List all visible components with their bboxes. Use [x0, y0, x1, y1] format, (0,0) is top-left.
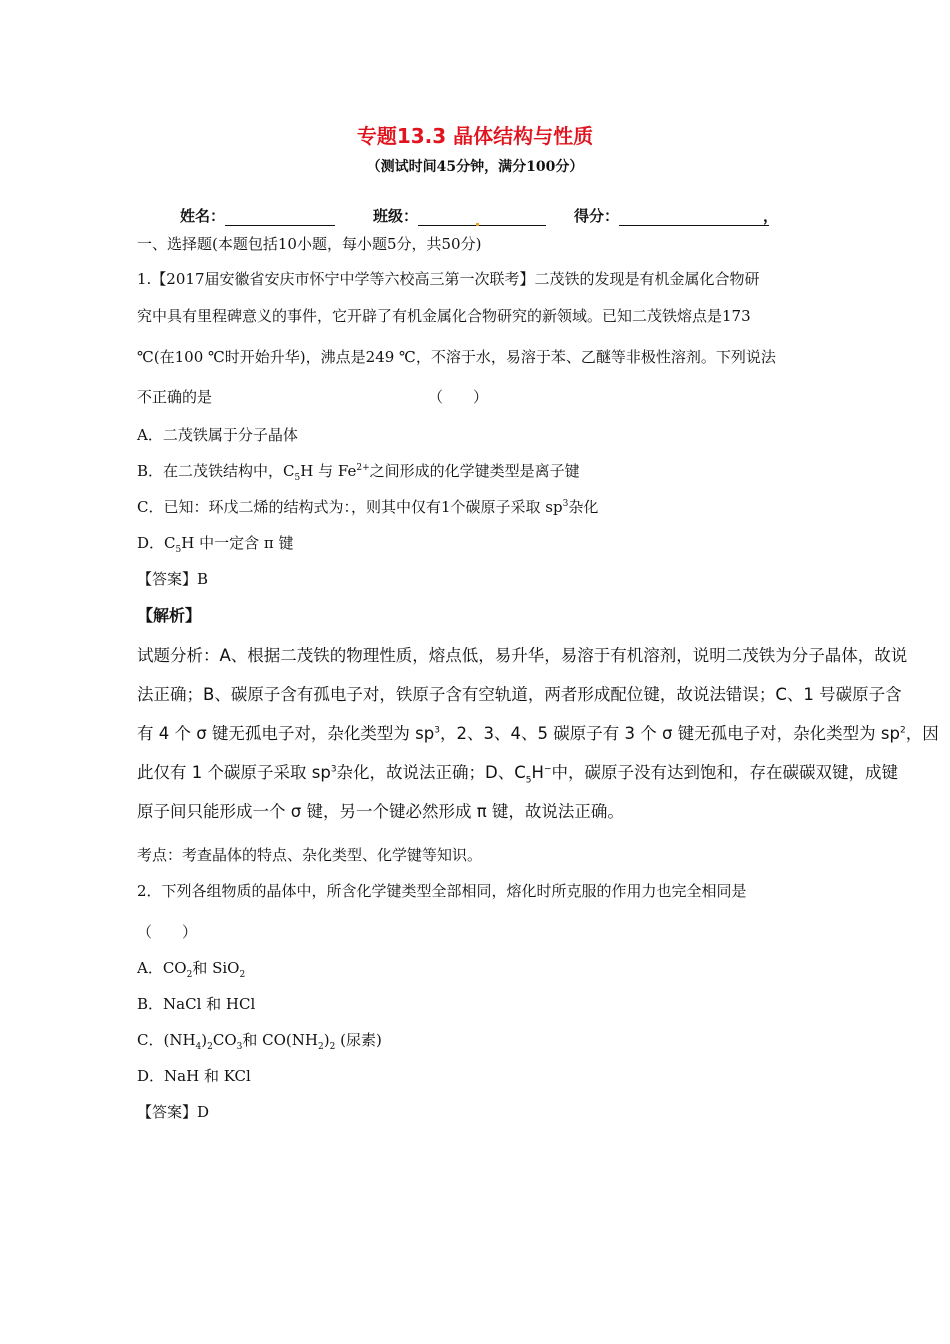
q2-option-d: D．NaH 和 KCl — [137, 1067, 251, 1085]
page-subtitle: （测试时间45分钟，满分100分） — [366, 159, 584, 175]
kaodian-note: 考点：考查晶体的特点、杂化类型、化学键等知识。 — [137, 846, 483, 864]
q1-line-3: ℃(在100 ℃时开始升华)，沸点是249 ℃，不溶于水，易溶于苯、乙醚等非极性溶剂。下列说法 — [137, 348, 776, 366]
q1-answer-bracket: （ ） — [428, 388, 489, 406]
q2-option-b: B．NaCl 和 HCl — [137, 995, 256, 1013]
q2-option-a: A．$CO_2$和 SiO$_2$ — [137, 959, 246, 980]
q1-option-c: C．已知：环戊二烯的结构式为：，则其中仅有1个碳原子采取 $sp^3$杂化 — [137, 498, 599, 516]
explanation-line-3: 有 4 个 σ 键无孤电子对，杂化类型为 $sp^3$，2、3、4、5 碳原子有 3 个 σ 键无孤电子对，杂化类型为 $sp^2$，因 — [137, 724, 939, 743]
student-info-row — [180, 205, 778, 226]
q1-option-a: A．二茂铁属于分子晶体 — [137, 426, 298, 444]
stray-mark — [476, 223, 479, 226]
trailing-comma: ， — [763, 207, 779, 225]
class-field[interactable] — [418, 209, 546, 226]
score-label: 得分： — [574, 207, 620, 225]
q1-analysis-label: 【解析】 — [137, 606, 202, 625]
score-field[interactable] — [619, 209, 769, 226]
q1-line-1: 1.【2017届安徽省安庆市怀宁中学等六校高三第一次联考】二茂铁的发现是有机金属化合物研 — [137, 270, 760, 288]
q1-line-4: 不正确的是 — [137, 388, 213, 406]
name-label: 姓名： — [180, 207, 226, 225]
q1-answer: 【答案】B — [137, 570, 209, 588]
q1-option-d: D．$C_5H$ 中一定含 π 键 — [137, 534, 294, 555]
q2-answer-bracket: （ ） — [137, 923, 198, 941]
explanation-line-2: 法正确；B、碳原子含有孤电子对，铁原子含有空轨道，两者形成配位键，故说法错误；C、1 号碳原子含 — [137, 685, 902, 704]
name-field[interactable] — [225, 209, 335, 226]
q1-option-b: B．在二茂铁结构中，$C_5H$ 与 $Fe^{2+}$之间形成的化学键类型是离子键 — [137, 462, 580, 483]
explanation-line-5: 原子间只能形成一个 σ 键，另一个键必然形成 π 键，故说法正确。 — [137, 802, 624, 821]
explanation-line-4: 此仅有 1 个碳原子采取 $sp^3$杂化，故说法正确；D、$C_5H^-$中，碳原子没有达到饱和，存在碳碳双键，成键 — [137, 763, 898, 786]
q2-answer: 【答案】D — [137, 1103, 210, 1121]
q2-option-c: C．$(NH_4)_2CO_3$和 $CO(NH_2)_2$ (尿素) — [137, 1031, 382, 1052]
q1-line-2: 究中具有里程碑意义的事件，它开辟了有机金属化合物研究的新领域。已知二茂铁熔点是173 — [137, 307, 751, 325]
explanation-line-1: 试题分析：A、根据二茂铁的物理性质，熔点低，易升华，易溶于有机溶剂，说明二茂铁为分子晶体，故说 — [137, 646, 908, 665]
q2-stem: 2．下列各组物质的晶体中，所含化学键类型全部相同，熔化时所克服的作用力也完全相同是 — [137, 882, 747, 900]
section-heading: 一、选择题(本题包括10小题，每小题5分，共50分) — [137, 235, 482, 253]
class-label: 班级： — [373, 207, 419, 225]
page-title: 专题13.3 晶体结构与性质 — [356, 124, 594, 148]
